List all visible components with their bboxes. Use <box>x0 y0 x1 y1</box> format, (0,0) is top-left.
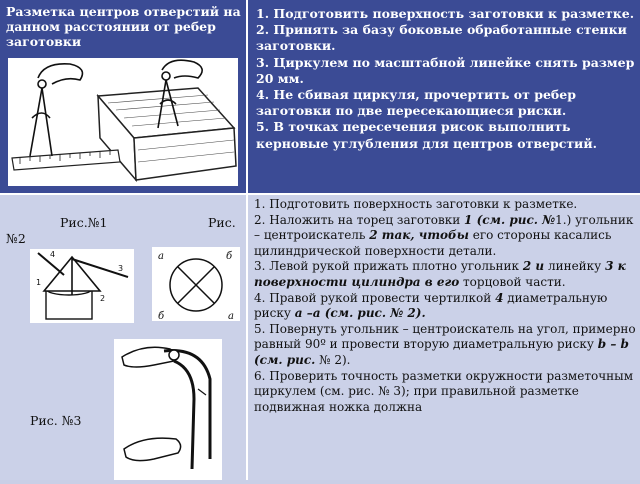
figure-2-image <box>152 247 240 321</box>
compass-check-drawing <box>114 339 222 480</box>
header-cell-title <box>0 0 246 193</box>
step-item: 3. Циркулем по масштабной линейке снять размер 20 мм. <box>256 54 635 86</box>
figures-cell <box>0 195 246 480</box>
procedure-steps-list <box>254 197 638 415</box>
grid-divider-vertical <box>246 0 248 480</box>
header-cell-steps <box>248 0 640 193</box>
svg-text:1: 1 <box>36 278 42 287</box>
marking-steps-list <box>256 6 636 152</box>
procedure-step-6: 6. Проверить точность разметки окружности разметочным циркулем (см. рис. № 3); при правильной разметке подвижная ножка должна <box>254 368 634 414</box>
center-finder-drawing <box>30 249 134 323</box>
procedure-step-1: 1. Подготовить поверхность заготовки к разметке. <box>254 197 578 211</box>
circle-diameters-drawing <box>152 247 240 321</box>
svg-text:2: 2 <box>100 294 106 303</box>
marking-illustration <box>8 58 238 186</box>
grid-divider-horizontal <box>0 193 640 195</box>
figure-3-label: Рис. №3 <box>30 413 82 428</box>
svg-text:3: 3 <box>118 264 124 273</box>
figure-3-image <box>114 339 222 480</box>
figure-2-label-tail: №2 <box>6 231 26 246</box>
svg-text:4: 4 <box>50 250 56 259</box>
procedure-step-5: 5. Повернуть угольник – центроискатель на угол, примерно равный 90º и провести вторую диаметральную риску b – b (см. рис. № 2). <box>254 321 636 367</box>
label-b-left: б <box>158 311 165 321</box>
label-a-top: а <box>158 251 164 262</box>
compass-marking-drawing <box>8 58 238 186</box>
label-b-right: б <box>226 251 233 262</box>
label-a-bottom: а <box>228 311 234 321</box>
procedure-step-4: 4. Правой рукой провести чертилкой 4 диаметральную риску а –а (см. рис. № 2). <box>254 290 608 321</box>
step-item: 2. Принять за базу боковые обработанные стенки заготовки. <box>256 22 627 54</box>
figure-1-image <box>30 249 134 323</box>
step-item: 4. Не сбивая циркуля, прочертить от ребер заготовки по две пересекающиеся риски. <box>256 87 576 119</box>
procedure-step-2: 2. Наложить на торец заготовки 1 (см. рис. №1.) угольник – центроискатель 2 так, чтобы его стороны касались цилиндрической поверхности детали. <box>254 212 634 258</box>
step-item: 1. Подготовить поверхность заготовки к разметке. <box>256 6 635 21</box>
section-title: Разметка центров отверстий на данном расстоянии от ребер заготовки <box>6 4 241 49</box>
figure-2-label-head: Рис. <box>208 215 236 230</box>
step-item: 5. В точках пересечения рисок выполнить керновые углубления для центров отверстий. <box>256 119 597 151</box>
figure-1-label: Рис.№1 <box>60 215 108 230</box>
procedure-step-3: 3. Левой рукой прижать плотно угольник 2 и линейку 3 к поверхности цилиндра в его торцовой части. <box>254 259 626 289</box>
procedure-cell <box>248 195 640 480</box>
